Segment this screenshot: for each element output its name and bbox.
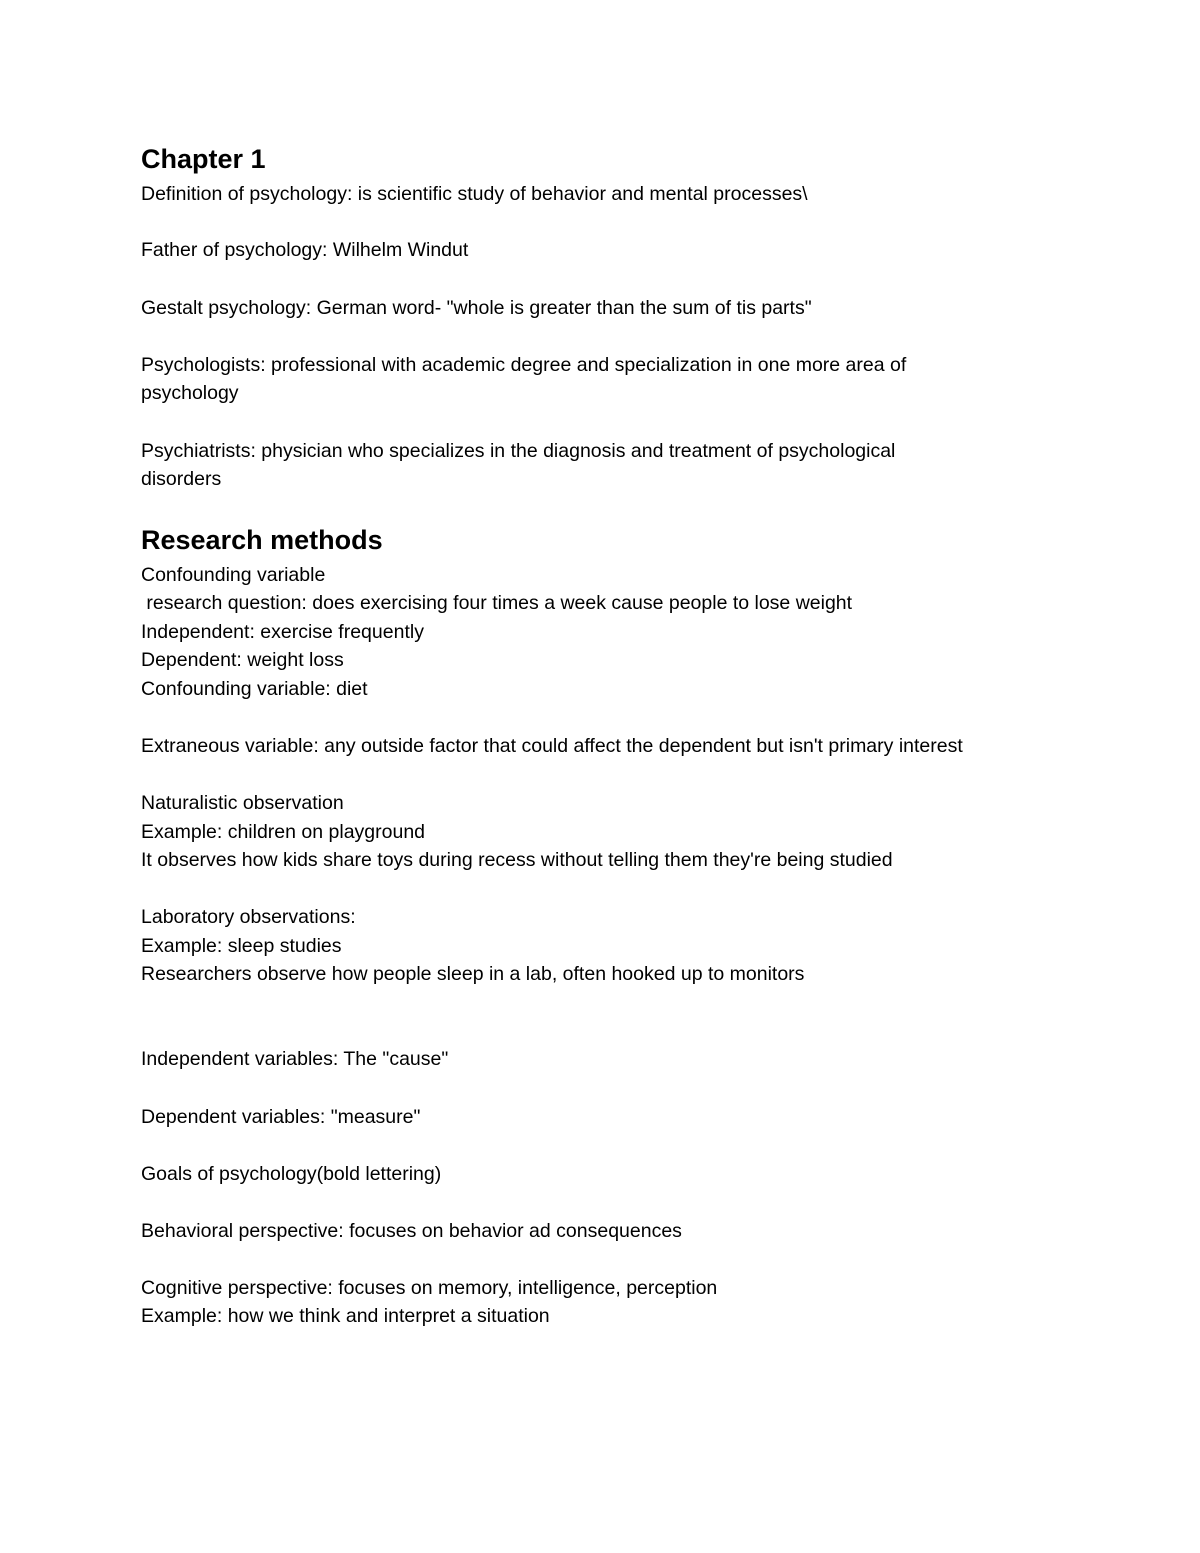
confounding-diet-line: Confounding variable: diet [141, 678, 368, 700]
goals-line: Goals of psychology(bold lettering) [141, 1163, 442, 1185]
naturalistic-example-line: Example: children on playground [141, 821, 426, 843]
research-methods-heading: Research methods [141, 525, 383, 555]
psychiatrists-line-2: disorders [141, 468, 222, 490]
cognitive-line: Cognitive perspective: focuses on memory, intelligence, perception [141, 1277, 718, 1299]
confounding-title-line: Confounding variable [141, 564, 326, 586]
definition-line: Definition of psychology: is scientific study of behavior and mental processes\ [141, 183, 808, 205]
naturalistic-detail-line: It observes how kids share toys during recess without telling them they're being studied [141, 849, 893, 871]
dependent-vars-line: Dependent variables: "measure" [141, 1106, 421, 1128]
naturalistic-line: Naturalistic observation [141, 792, 344, 814]
cognitive-example-line: Example: how we think and interpret a situation [141, 1305, 550, 1327]
laboratory-detail-line: Researchers observe how people sleep in a lab, often hooked up to monitors [141, 963, 805, 985]
behavioral-line: Behavioral perspective: focuses on behavior ad consequences [141, 1220, 682, 1242]
psychologists-line-2: psychology [141, 382, 239, 404]
laboratory-example-line: Example: sleep studies [141, 935, 342, 957]
psychologists-line-1: Psychologists: professional with academic degree and specialization in one more area of [141, 354, 907, 376]
extraneous-line: Extraneous variable: any outside factor that could affect the dependent but isn't primary interest [141, 735, 963, 757]
research-question-line: research question: does exercising four times a week cause people to lose weight [141, 592, 853, 614]
chapter-heading: Chapter 1 [141, 144, 266, 174]
dependent-line: Dependent: weight loss [141, 649, 344, 671]
psychiatrists-line-1: Psychiatrists: physician who specializes in the diagnosis and treatment of psychological [141, 440, 896, 462]
independent-line: Independent: exercise frequently [141, 621, 424, 643]
father-line: Father of psychology: Wilhelm Windut [141, 239, 469, 261]
laboratory-line: Laboratory observations: [141, 906, 356, 928]
independent-vars-line: Independent variables: The "cause" [141, 1048, 449, 1070]
gestalt-line: Gestalt psychology: German word- "whole is greater than the sum of tis parts" [141, 297, 812, 319]
